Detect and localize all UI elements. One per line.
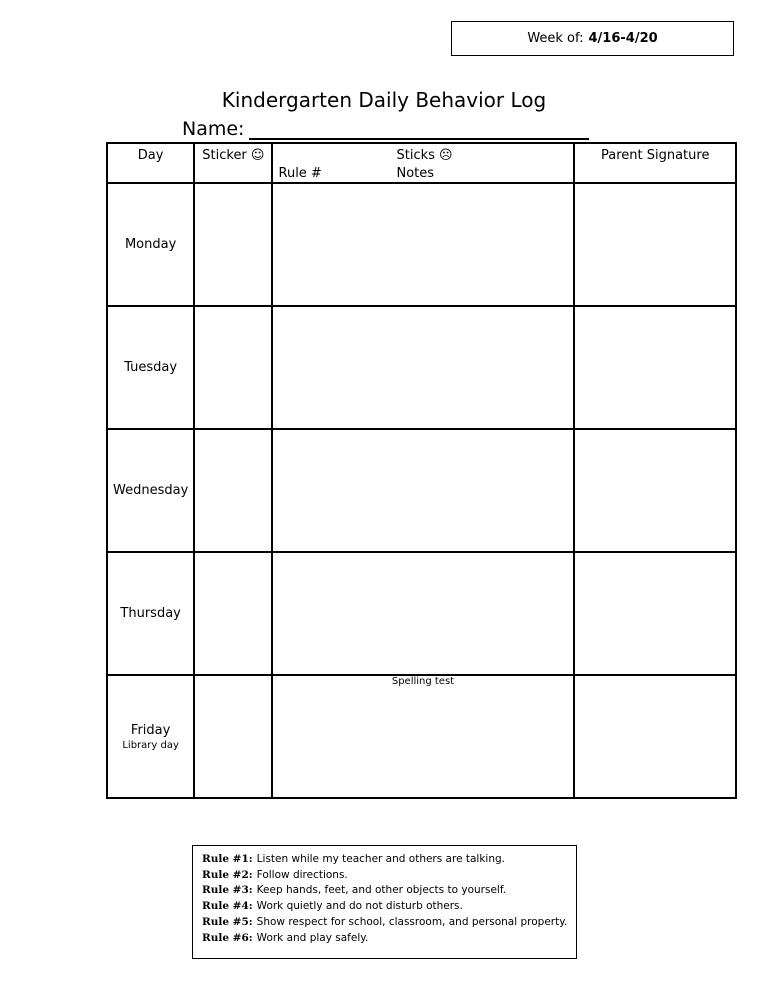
day-name: Monday	[124, 237, 177, 252]
rule-number: Rule #6:	[202, 931, 253, 944]
rule-line	[202, 883, 567, 899]
parent-signature-cell[interactable]	[574, 675, 736, 798]
header-parent-label: Parent Signature	[600, 148, 710, 163]
rule-line	[202, 899, 567, 915]
table-row	[107, 183, 736, 306]
header-sticks-label: Sticks ☹	[396, 148, 453, 163]
rule-line	[202, 915, 567, 931]
day-cell	[107, 429, 194, 552]
week-box	[451, 21, 734, 56]
week-label: Week of:	[527, 31, 584, 46]
rule-number: Rule #2:	[202, 868, 253, 881]
day-cell	[107, 552, 194, 675]
sticks-notes-cell[interactable]	[272, 183, 575, 306]
parent-signature-cell[interactable]	[574, 306, 736, 429]
name-row	[182, 116, 589, 140]
day-cell	[107, 183, 194, 306]
sticker-cell[interactable]	[194, 183, 271, 306]
sticker-cell[interactable]	[194, 429, 271, 552]
name-label: Name:	[182, 118, 245, 140]
header-sticker	[194, 143, 271, 183]
day-name: Thursday	[120, 606, 181, 621]
sticks-notes-cell[interactable]	[272, 306, 575, 429]
table-header-row	[107, 143, 736, 183]
header-parent	[574, 143, 736, 183]
day-name: Wednesday	[113, 483, 189, 498]
page-title: Kindergarten Daily Behavior Log	[221, 88, 547, 112]
rule-line	[202, 852, 567, 868]
parent-signature-cell[interactable]	[574, 552, 736, 675]
rules-box	[192, 845, 577, 959]
sticker-cell[interactable]	[194, 306, 271, 429]
header-sticks	[272, 143, 575, 183]
sticks-notes-cell[interactable]	[272, 552, 575, 675]
header-rule-label: Rule #	[278, 166, 322, 181]
sticker-cell[interactable]	[194, 552, 271, 675]
parent-signature-cell[interactable]	[574, 429, 736, 552]
table-row	[107, 306, 736, 429]
week-value: 4/16-4/20	[588, 31, 658, 46]
day-name: Friday	[130, 722, 171, 738]
name-field[interactable]	[249, 116, 589, 140]
rule-text: Follow directions.	[256, 868, 348, 881]
rule-number: Rule #5:	[202, 915, 253, 928]
table-row	[107, 429, 736, 552]
rule-text: Show respect for school, classroom, and personal property.	[256, 915, 568, 928]
rule-text: Work quietly and do not disturb others.	[256, 900, 463, 913]
rule-text: Listen while my teacher and others are talking.	[256, 853, 506, 865]
rule-line	[202, 931, 567, 947]
behavior-log-table	[106, 142, 737, 799]
rule-line	[202, 868, 567, 884]
day-cell	[107, 675, 194, 798]
rule-text: Work and play safely.	[256, 931, 369, 944]
sticker-cell[interactable]	[194, 675, 271, 798]
table-row	[107, 552, 736, 675]
parent-signature-cell[interactable]	[574, 183, 736, 306]
table-row	[107, 675, 736, 798]
rule-number: Rule #1:	[202, 853, 253, 865]
header-notes-label: Notes	[396, 166, 435, 181]
day-name: Tuesday	[124, 360, 178, 375]
rule-number: Rule #3:	[202, 884, 253, 897]
header-day	[107, 143, 194, 183]
sticks-notes-cell[interactable]	[272, 429, 575, 552]
note-text: Spelling test	[391, 676, 455, 687]
rule-number: Rule #4:	[202, 900, 253, 913]
sticks-notes-cell[interactable]	[272, 675, 575, 798]
header-sticker-label: Sticker ☺	[202, 148, 265, 163]
rule-text: Keep hands, feet, and other objects to yourself.	[256, 884, 507, 897]
day-cell	[107, 306, 194, 429]
header-day-label: Day	[137, 148, 164, 163]
day-subnote: Library day	[122, 739, 179, 751]
